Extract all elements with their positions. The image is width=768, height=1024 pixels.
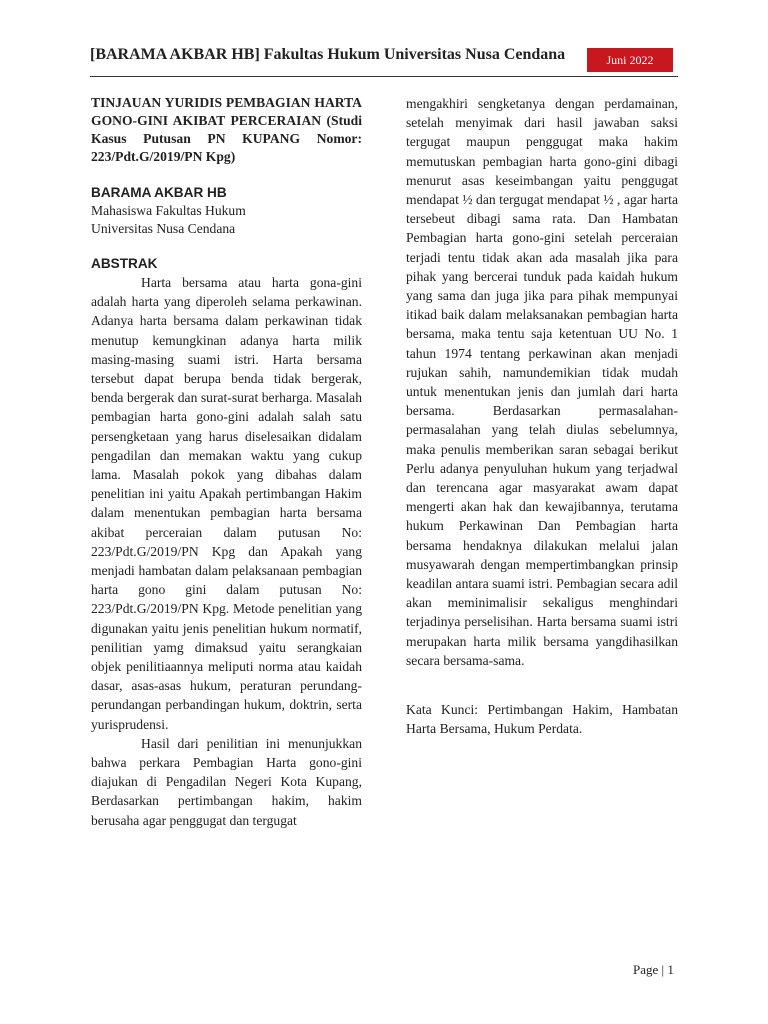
affiliation-line-2: Universitas Nusa Cendana	[91, 221, 236, 236]
left-column	[91, 94, 362, 830]
header-divider	[90, 76, 678, 77]
abstract-paragraph-2: Hasil dari penilitian ini menunjukkan bahwa perkara Pembagian Harta gono-gini diajukan di Pengadilan Negeri Kota Kupang, Berdasarkan pertimbangan hakim, hakim berusaha agar penggugat dan tergugat	[91, 735, 362, 828]
right-column	[406, 94, 678, 739]
date-badge: Juni 2022	[587, 48, 673, 72]
author-name: BARAMA AKBAR HB	[91, 185, 227, 200]
abstract-paragraph-1: Harta bersama atau harta gona-gini adalah harta yang diperoleh selama perkawinan. Adanya harta bersama dalam perkawinan tidak menutup kemungkinan adanya harta milik masing-masing suami istri. Harta bersama tersebut dapat berupa benda tidak bergerak, benda bergerak dan surat-surat berharga. Masalah pembagian harta gono-gini adalah salah satu persengketaan yang harus diselesaikan didalam pengadilan dan memakan waktu yang cukup lama. Masalah pokok yang dibahas dalam penelitian ini yaitu Apakah pertimbangan Hakim dalam menentukan pembagian harta bersama akibat perceraian dalam putusan No: 223/Pdt.G/2019/PN Kpg dan Apakah yang menjadi hambatan dalam pelaksanaan pembagian harta gono gini dalam putusan No: 223/Pdt.G/2019/PN Kpg. Metode penelitian yang digunakan yaitu jenis penelitian hukum normatif, penilitian yamg dimaksud yaitu serangkaian objek penilitiaannya meliputi norma atau kaidah dasar, asas-asas hukum, peraturan perundang- perundangan perbandingan hukum, doktrin, serta yurisprudensi.	[91, 275, 362, 732]
keywords: Kata Kunci: Pertimbangan Hakim, Hambatan Harta Bersama, Hukum Perdata.	[406, 702, 678, 737]
article-title: TINJAUAN YURIDIS PEMBAGIAN HARTA GONO-GINI AKIBAT PERCERAIAN (Studi Kasus Putusan PN KUPANG Nomor: 223/Pdt.G/2019/PN Kpg)	[91, 95, 362, 164]
abstract-heading: ABSTRAK	[91, 256, 158, 271]
header-title: [BARAMA AKBAR HB] Fakultas Hukum Universitas Nusa Cendana	[90, 46, 566, 63]
affiliation-line-1: Mahasiswa Fakultas Hukum	[91, 203, 246, 218]
abstract-paragraph-2-continued: mengakhiri sengketanya dengan perdamainan, setelah menyimak dari hasil jawaban saksi tergugat maupun penggugat maka hakim memutuskan pembagian harta gono-gini dibagi menurut asas keseimbangan yaitu penggugat mendapat ½ dan tergugat mendapat ½ , agar harta tersebeut dibagi sama rata. Dan Hambatan Pembagian harta gono-gini setelah perceraian terjadi tentu tidak akan ada masalah jika para pihak yang bercerai tunduk pada kaidah hukum yang sama dan juga jika para pihak mempunyai itikad baik dalam melaksanakan pembagian harta bersama, maka tentu saja ketentuan UU No. 1 tahun 1974 tentang perkawinan akan menjadi rujukan sahih, namundemikian tidak mudah untuk menentukan jenis dan jumlah dari harta bersama. Berdasarkan permasalahan-permasalahan yang telah diulas sebelumnya, maka penulis memberikan saran sebagai berikut Perlu adanya penyuluhan hukum yang terjadwal dan terencana agar masyarakat awam dapat mengerti akan hak dan kewajibannya, terutama hukum Perkawinan Dan Pembagian harta bersama hendaknya dilakukan melalui jalan musyawarah dengan mempertimbangkan prinsip keadilan antara suami istri. Pembagian secara adil akan meminimalisir sekaligus menghindari terjadinya perselisihan. Harta bersama suami istri merupakan harta milik bersama yangdihasilkan secara bersama-sama.	[406, 96, 678, 668]
page-number: Page | 1	[633, 962, 674, 977]
